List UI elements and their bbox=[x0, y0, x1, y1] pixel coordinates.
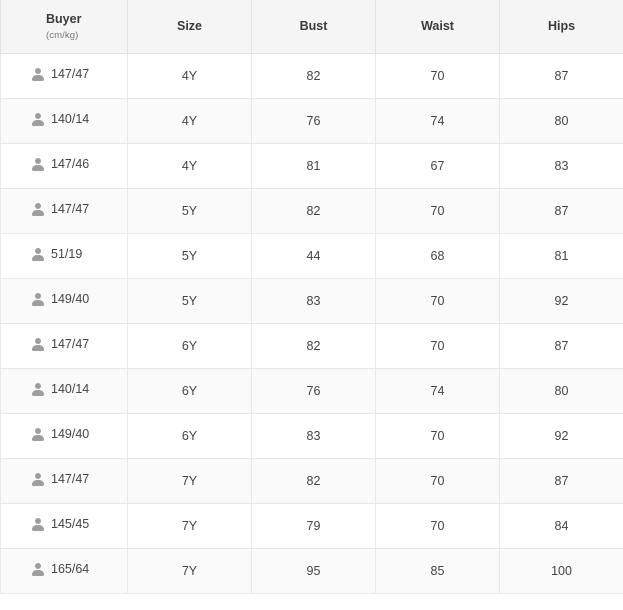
cell-waist: 70 bbox=[376, 188, 500, 233]
cell-hips: 84 bbox=[500, 503, 623, 548]
table-row bbox=[1, 458, 623, 503]
cell-size: 6Y bbox=[128, 413, 252, 458]
user-icon bbox=[31, 338, 44, 351]
column-header-buyer-label: Buyer bbox=[46, 12, 82, 26]
buyer-cell-content bbox=[31, 202, 89, 216]
table-row bbox=[1, 188, 623, 233]
user-icon bbox=[31, 113, 44, 126]
cell-hips: 87 bbox=[500, 188, 623, 233]
cell-buyer bbox=[1, 53, 128, 98]
cell-waist: 70 bbox=[376, 53, 500, 98]
cell-waist: 68 bbox=[376, 233, 500, 278]
cell-hips: 80 bbox=[500, 98, 623, 143]
table-header-row bbox=[1, 0, 623, 53]
user-icon bbox=[31, 248, 44, 261]
table-body bbox=[1, 53, 623, 593]
cell-size: 6Y bbox=[128, 368, 252, 413]
user-icon bbox=[31, 518, 44, 531]
user-icon bbox=[31, 473, 44, 486]
cell-bust: 76 bbox=[252, 368, 376, 413]
buyer-cell-content bbox=[31, 337, 89, 351]
user-icon bbox=[31, 158, 44, 171]
cell-waist: 74 bbox=[376, 368, 500, 413]
cell-buyer bbox=[1, 233, 128, 278]
column-header-buyer-unit: (cm/kg) bbox=[46, 29, 79, 41]
buyer-cell-content bbox=[31, 472, 89, 486]
cell-size: 7Y bbox=[128, 458, 252, 503]
cell-bust: 95 bbox=[252, 548, 376, 593]
cell-buyer bbox=[1, 143, 128, 188]
cell-size: 6Y bbox=[128, 323, 252, 368]
cell-bust: 81 bbox=[252, 143, 376, 188]
user-icon bbox=[31, 68, 44, 81]
buyer-value: 51/19 bbox=[51, 247, 83, 262]
cell-bust: 83 bbox=[252, 413, 376, 458]
buyer-cell-content bbox=[31, 427, 89, 441]
cell-buyer bbox=[1, 503, 128, 548]
column-header-size: Size bbox=[128, 0, 252, 53]
buyer-value: 147/47 bbox=[51, 67, 90, 82]
cell-buyer bbox=[1, 323, 128, 368]
buyer-cell-content bbox=[31, 517, 89, 531]
cell-hips: 87 bbox=[500, 53, 623, 98]
cell-hips: 87 bbox=[500, 458, 623, 503]
cell-waist: 70 bbox=[376, 278, 500, 323]
buyer-value: 147/46 bbox=[51, 157, 90, 172]
table-row bbox=[1, 143, 623, 188]
cell-waist: 74 bbox=[376, 98, 500, 143]
cell-buyer bbox=[1, 548, 128, 593]
cell-buyer bbox=[1, 188, 128, 233]
cell-waist: 67 bbox=[376, 143, 500, 188]
cell-size: 7Y bbox=[128, 548, 252, 593]
cell-hips: 92 bbox=[500, 413, 623, 458]
table-row bbox=[1, 503, 623, 548]
cell-bust: 82 bbox=[252, 53, 376, 98]
table-row bbox=[1, 53, 623, 98]
user-icon bbox=[31, 383, 44, 396]
cell-waist: 70 bbox=[376, 413, 500, 458]
user-icon bbox=[31, 203, 44, 216]
buyer-value: 149/40 bbox=[51, 427, 90, 442]
table-row bbox=[1, 548, 623, 593]
column-header-waist: Waist bbox=[376, 0, 500, 53]
table-row bbox=[1, 413, 623, 458]
cell-size: 4Y bbox=[128, 98, 252, 143]
cell-hips: 80 bbox=[500, 368, 623, 413]
buyer-cell-content bbox=[31, 292, 89, 306]
cell-buyer bbox=[1, 413, 128, 458]
user-icon bbox=[31, 563, 44, 576]
table-row bbox=[1, 278, 623, 323]
cell-hips: 87 bbox=[500, 323, 623, 368]
buyer-cell-content bbox=[31, 67, 89, 81]
table-row bbox=[1, 323, 623, 368]
cell-size: 4Y bbox=[128, 143, 252, 188]
cell-bust: 83 bbox=[252, 278, 376, 323]
buyer-cell-content bbox=[31, 157, 89, 171]
cell-buyer bbox=[1, 368, 128, 413]
user-icon bbox=[31, 428, 44, 441]
cell-hips: 83 bbox=[500, 143, 623, 188]
cell-hips: 92 bbox=[500, 278, 623, 323]
column-header-bust: Bust bbox=[252, 0, 376, 53]
table-header bbox=[1, 0, 623, 53]
column-header-buyer bbox=[1, 0, 128, 53]
table-row bbox=[1, 233, 623, 278]
cell-bust: 76 bbox=[252, 98, 376, 143]
cell-bust: 82 bbox=[252, 188, 376, 233]
cell-hips: 100 bbox=[500, 548, 623, 593]
user-icon bbox=[31, 293, 44, 306]
cell-size: 4Y bbox=[128, 53, 252, 98]
cell-bust: 44 bbox=[252, 233, 376, 278]
buyer-value: 147/47 bbox=[51, 337, 90, 352]
buyer-value: 147/47 bbox=[51, 202, 90, 217]
buyer-value: 140/14 bbox=[51, 382, 90, 397]
buyer-cell-content bbox=[31, 247, 82, 261]
buyer-value: 145/45 bbox=[51, 517, 90, 532]
buyer-cell-content bbox=[31, 382, 89, 396]
cell-size: 5Y bbox=[128, 233, 252, 278]
cell-size: 5Y bbox=[128, 188, 252, 233]
buyer-value: 165/64 bbox=[51, 562, 90, 577]
cell-hips: 81 bbox=[500, 233, 623, 278]
cell-waist: 70 bbox=[376, 458, 500, 503]
cell-bust: 82 bbox=[252, 458, 376, 503]
cell-waist: 70 bbox=[376, 503, 500, 548]
cell-buyer bbox=[1, 98, 128, 143]
cell-size: 5Y bbox=[128, 278, 252, 323]
cell-bust: 82 bbox=[252, 323, 376, 368]
cell-waist: 70 bbox=[376, 323, 500, 368]
cell-bust: 79 bbox=[252, 503, 376, 548]
cell-buyer bbox=[1, 458, 128, 503]
buyer-cell-content bbox=[31, 562, 89, 576]
column-header-hips: Hips bbox=[500, 0, 623, 53]
buyer-value: 140/14 bbox=[51, 112, 90, 127]
buyer-cell-content bbox=[31, 112, 89, 126]
cell-size: 7Y bbox=[128, 503, 252, 548]
buyer-value: 147/47 bbox=[51, 472, 90, 487]
buyer-value: 149/40 bbox=[51, 292, 90, 307]
cell-buyer bbox=[1, 278, 128, 323]
cell-waist: 85 bbox=[376, 548, 500, 593]
table-row bbox=[1, 368, 623, 413]
table-row bbox=[1, 98, 623, 143]
